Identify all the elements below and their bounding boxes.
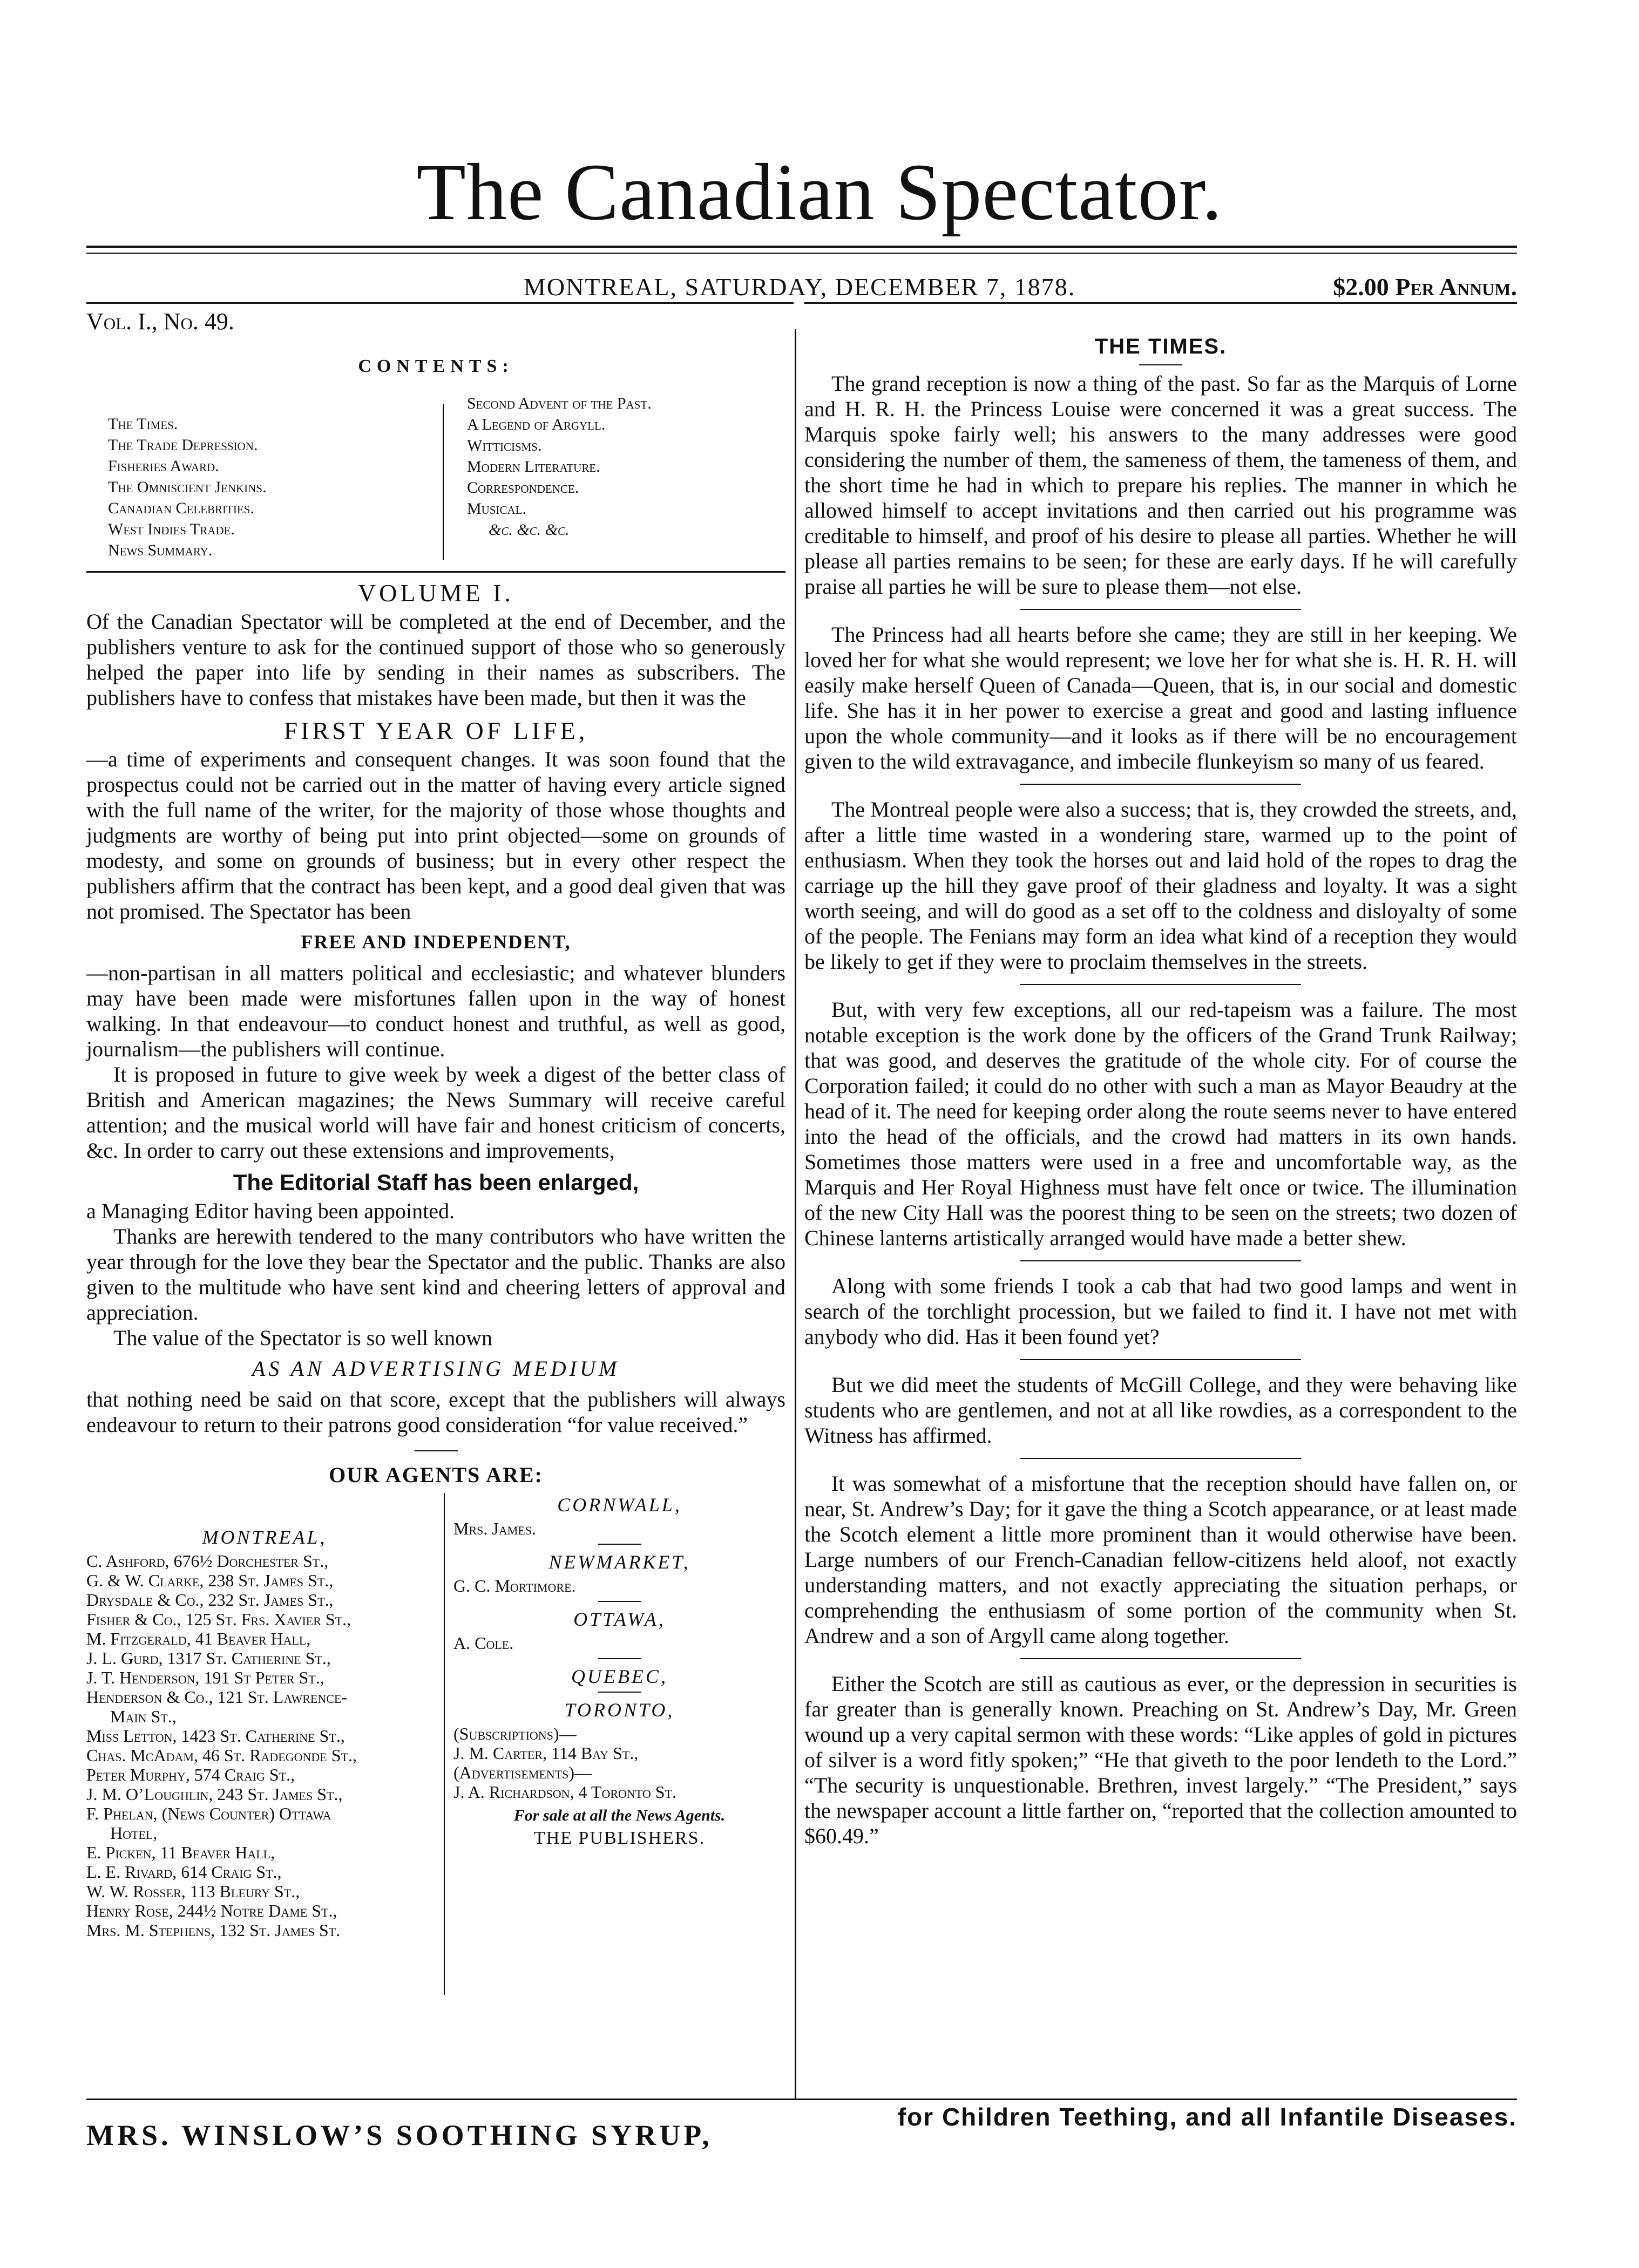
contents-etc: &c. &c. &c. <box>489 521 570 539</box>
volume-number: Vol. I., No. 49. <box>86 308 234 335</box>
agent: Mrs. James. <box>453 1519 536 1538</box>
column-divider <box>795 329 796 2100</box>
agent: J. T. Henderson, 191 St Peter St., <box>86 1668 324 1687</box>
contents-item: Witticisms. <box>467 437 542 454</box>
contents-item: The Omniscient Jenkins. <box>108 478 267 496</box>
city-rule <box>598 1692 641 1693</box>
agent-note: (Subscriptions)— <box>453 1724 577 1743</box>
agents-other-cities <box>453 1488 785 1848</box>
contents-bottom-rule <box>86 571 785 573</box>
agents-rule <box>415 1450 458 1451</box>
dateline-rule <box>86 302 794 304</box>
editorial-head-volume: VOLUME I. <box>357 579 514 607</box>
agent: Chas. McAdam, 46 St. Radegonde St., <box>86 1746 357 1765</box>
editorial-paragraph: Thanks are herewith tendered to the many contributors who have written the year through for the love they bear the Spectator and the public. Thanks are also given to the multitude who have sent kind and cheering letters of approval and appreciation. <box>86 1224 785 1325</box>
agents-title: OUR AGENTS ARE: <box>329 1463 543 1487</box>
agents-divider <box>444 1493 445 1995</box>
footer-rule <box>86 2099 1517 2100</box>
agent: Miss Letton, 1423 St. Catherine St., <box>86 1726 345 1746</box>
agent: E. Picken, 11 Beaver Hall, <box>86 1843 275 1862</box>
contents-list-left <box>108 413 267 561</box>
editorial-paragraph: —a time of experiments and consequent changes. It was soon found that the prospectus could not be carried out in the matter of having every article signed with the full name of the writer, for the majority of those whose thoughts and judgments are worthy of being put into print objected—some on grounds of modesty, and some on grounds of business; but in every other respect the publishers affirm that the contract has been kept, and a good deal given that was not promised. The Spectator has been <box>86 747 785 924</box>
editorial-head-advertising: AS AN ADVERTISING MEDIUM <box>252 1356 620 1381</box>
editorial-paragraph: —non-partisan in all matters political and ecclesiastic; and whatever blunders may have been made were misfortunes fallen upon in the way of honest walking. In that endeavour—to conduct honest and truthful, as well as good, journalism—the publishers will continue. <box>86 961 785 1061</box>
agent: C. Ashford, 676½ Dorchester St., <box>86 1551 329 1571</box>
advert-tagline: for Children Teething, and all Infantile Diseases. <box>897 2103 1517 2131</box>
city-cornwall: CORNWALL, <box>557 1494 682 1516</box>
advert-brand: MRS. WINSLOW’S SOOTHING SYRUP, <box>86 2119 713 2151</box>
agent: Henry Rose, 244½ Notre Dame St., <box>86 1901 337 1920</box>
contents-item: Fisheries Award. <box>108 457 219 475</box>
masthead-rule-bottom <box>86 253 1517 254</box>
contents-item: Correspondence. <box>467 479 579 497</box>
agent: G. C. Mortimore. <box>453 1576 576 1595</box>
paragraph-separator <box>1020 1359 1301 1360</box>
editorial-paragraph: Of the Canadian Spectator will be completed at the end of December, and the publishers venture to ask for the continued support of those who so generously helped the paper into life by sending in their names as subscribers. The publishers have to confess that mistakes have been made, but then it was the <box>86 609 785 710</box>
contents-item: Canadian Celebrities. <box>108 499 254 517</box>
city-quebec: QUEBEC, <box>571 1666 668 1687</box>
agent: J. L. Gurd, 1317 St. Catherine St., <box>86 1648 331 1668</box>
agent: Henderson & Co., 121 St. Lawrence- <box>86 1687 348 1707</box>
times-paragraph: Along with some friends I took a cab that had two good lamps and went in search of the torchlight procession, but we failed to find it. I have not met with anybody who did. Has it been found yet? <box>804 1274 1517 1349</box>
agents-list <box>86 1488 785 2006</box>
contents-item: Second Advent of the Past. <box>467 395 652 412</box>
right-column <box>804 335 1517 2100</box>
paragraph-separator <box>1020 784 1301 785</box>
city-montreal: MONTREAL, <box>202 1526 327 1548</box>
editorial-head-staff: The Editorial Staff has been enlarged, <box>233 1170 639 1195</box>
editorial-paragraph: that nothing need be said on that score, except that the publishers will always endeavour to return to their patrons good consideration “for value received.” <box>86 1387 785 1437</box>
contents-item: A Legend of Argyll. <box>467 416 606 433</box>
masthead-rule-top <box>86 246 1517 248</box>
paragraph-separator <box>1020 1260 1301 1261</box>
editorial-head-first-year: FIRST YEAR OF LIFE, <box>283 717 588 744</box>
agent: F. Phelan, (News Counter) Ottawa <box>86 1804 331 1823</box>
city-rule <box>598 1601 641 1602</box>
for-sale-note: For sale at all the News Agents. <box>513 1807 726 1824</box>
times-body <box>804 371 1517 1849</box>
city-rule <box>598 1658 641 1659</box>
contents-item: The Trade Depression. <box>108 436 258 454</box>
city-toronto: TORONTO, <box>564 1699 675 1721</box>
city-ottawa: OTTAWA, <box>573 1608 666 1630</box>
agent: J. M. O’Loughlin, 243 St. James St., <box>86 1784 343 1804</box>
editorial-head-free: FREE AND INDEPENDENT, <box>301 931 571 953</box>
dateline-rule-right <box>804 302 1517 304</box>
times-paragraph: But we did meet the students of McGill College, and they were behaving like students who are gentlemen, and not at all like rowdies, as a correspondent to the Witness has affirmed. <box>804 1373 1517 1448</box>
city-newmarket: NEWMARKET, <box>548 1551 690 1573</box>
agent-note: (Advertisements)— <box>453 1763 592 1782</box>
times-paragraph: The grand reception is now a thing of the past. So far as the Marquis of Lorne and H. R. H. the Princess Louise were concerned it was a great success. The Marquis spoke fairly well; his answers to the many addresses were good considering the number of them, the sameness of them, the tameness of them, and the short time he had in which to prepare his replies. The manner in which he allowed himself to accept invitations and then carried out his programme was creditable to himself, and proof of his desire to please all parties. Whether he will please all parties remains to be seen; for these are early days. If he will carefully praise all parties he will be sure to please them—not else. <box>804 371 1517 599</box>
times-title-rule <box>1139 364 1182 365</box>
agents-montreal <box>86 1520 443 1940</box>
footer-advert <box>86 2102 1517 2178</box>
agent: J. A. Richardson, 4 Toronto St. <box>453 1782 676 1802</box>
agent: Peter Murphy, 574 Craig St., <box>86 1765 295 1784</box>
agent: L. E. Rivard, 614 Craig St., <box>86 1862 282 1882</box>
agent: Mrs. M. Stephens, 132 St. James St. <box>86 1920 341 1940</box>
times-paragraph: The Princess had all hearts before she came; they are still in her keeping. We loved her for what she would represent; we love her for what she is. H. R. H. will easily make herself Queen of Canada—Queen, that is, in our social and domestic life. She has it in her power to exercise a great and good and lasting influence upon the whole community—and it looks as if there will be no encouragement given to the wild extravagance, and imbecile flunkeyism so many of us feared. <box>804 622 1517 773</box>
contents-item: The Times. <box>108 415 178 433</box>
paragraph-separator <box>1020 609 1301 610</box>
contents-box <box>86 388 785 571</box>
editorial-paragraph: It is proposed in future to give week by week a digest of the better class of British and American magazines; the News Summary will receive careful attention; and the musical world will have fair and honest criticism of concerts, &c. In order to carry out these extensions and improvements, <box>86 1062 785 1163</box>
contents-item: News Summary. <box>108 541 213 559</box>
contents-item: West Indies Trade. <box>108 520 235 538</box>
times-paragraph: The Montreal people were also a success; that is, they crowded the streets, and, after a little time wasted in a wondering stare, warmed up to the point of enthusiasm. When they took the horses out and laid hold of the ropes to drag the carriage up the hill they gave proof of their gladness and loyalty. It was a sight worth seeing, and will do good as a set off to the coldness and disloyalty of some of the people. The Fenians may form an idea what kind of a reception they would be likely to get if they were to proclaim themselves in the streets. <box>804 797 1517 974</box>
agent: Hotel, <box>110 1823 158 1843</box>
contents-divider <box>443 404 444 560</box>
times-paragraph: Either the Scotch are still as cautious as ever, or the depression in securities is far greater than is generally known. Preaching on St. Andrew’s Day, Mr. Green wound up a very capital sermon with these words: “Like apples of gold in pictures of silver is a word fitly spoken;” “He that giveth to the poor lendeth to the Lord.” “The security is unquestionable. Brethren, invest largely.” “The President,” says the newspaper account a little farther on, “reported that the collection amounted to $60.49.” <box>804 1672 1517 1848</box>
masthead-title: The Canadian Spectator. <box>416 147 1223 237</box>
agent: W. W. Rosser, 113 Bleury St., <box>86 1882 300 1901</box>
times-title: THE TIMES. <box>1094 335 1227 358</box>
contents-list-right <box>467 393 652 540</box>
editorial-paragraph: The value of the Spectator is so well known <box>113 1326 493 1350</box>
editorial-paragraph: a Managing Editor having been appointed. <box>86 1199 455 1223</box>
contents-item: Musical. <box>467 500 527 518</box>
times-paragraph: It was somewhat of a misfortune that the reception should have fallen on, or near, St. Andrew’s Day; for it gave the thing a Scotch appearance, or at least made the Scotch element a little more prominent than it would otherwise have been. Large numbers of our French-Canadian fellow-citizens held aloof, not exactly understanding matters, and not exactly appreciating the situation perhaps, or comprehending the enthusiasm of some portion of the community when St. Andrew and a son of Argyll came along together. <box>804 1471 1517 1648</box>
agent: J. M. Carter, 114 Bay St., <box>453 1743 639 1763</box>
paragraph-separator <box>1020 984 1301 985</box>
issue-date: MONTREAL, SATURDAY, DECEMBER 7, 1878. <box>524 273 1076 301</box>
agent: Fisher & Co., 125 St. Frs. Xavier St., <box>86 1610 351 1629</box>
times-paragraph: But, with very few exceptions, all our red-tapeism was a failure. The most notable exception is the work done by the officers of the Grand Trunk Railway; that was good, and deserves the gratitude of the whole city. For of course the Corporation failed; it could do no other with such a man as Mayor Beaudry at the head of it. The need for keeping order along the route seems never to have entered into the head of the officials, and the crowd had matters in its own hands. Sometimes those matters were used in a free and uncomfortable way, as the Marquis and Her Royal Highness must have felt once or twice. The illumination of the new City Hall was the poorest thing to be seen on the streets; two dozen of Chinese lanterns artistically arranged would have made a better shew. <box>804 997 1517 1250</box>
editorial <box>86 580 785 1437</box>
contents-item: Modern Literature. <box>467 458 600 476</box>
publishers-signature: THE PUBLISHERS. <box>533 1828 706 1848</box>
city-rule <box>598 1544 641 1545</box>
agent: M. Fitzgerald, 41 Beaver Hall, <box>86 1629 311 1648</box>
contents-title: CONTENTS: <box>358 356 514 376</box>
agent: Drysdale & Co., 232 St. James St., <box>86 1590 334 1610</box>
subscription-price: $2.00 Per Annum. <box>1333 273 1517 301</box>
paragraph-separator <box>1020 1458 1301 1459</box>
agent: Main St., <box>110 1707 177 1726</box>
agent: G. & W. Clarke, 238 St. James St., <box>86 1571 334 1590</box>
agent: A. Cole. <box>453 1633 514 1653</box>
left-column <box>86 345 785 2100</box>
paragraph-separator <box>1020 1658 1301 1659</box>
